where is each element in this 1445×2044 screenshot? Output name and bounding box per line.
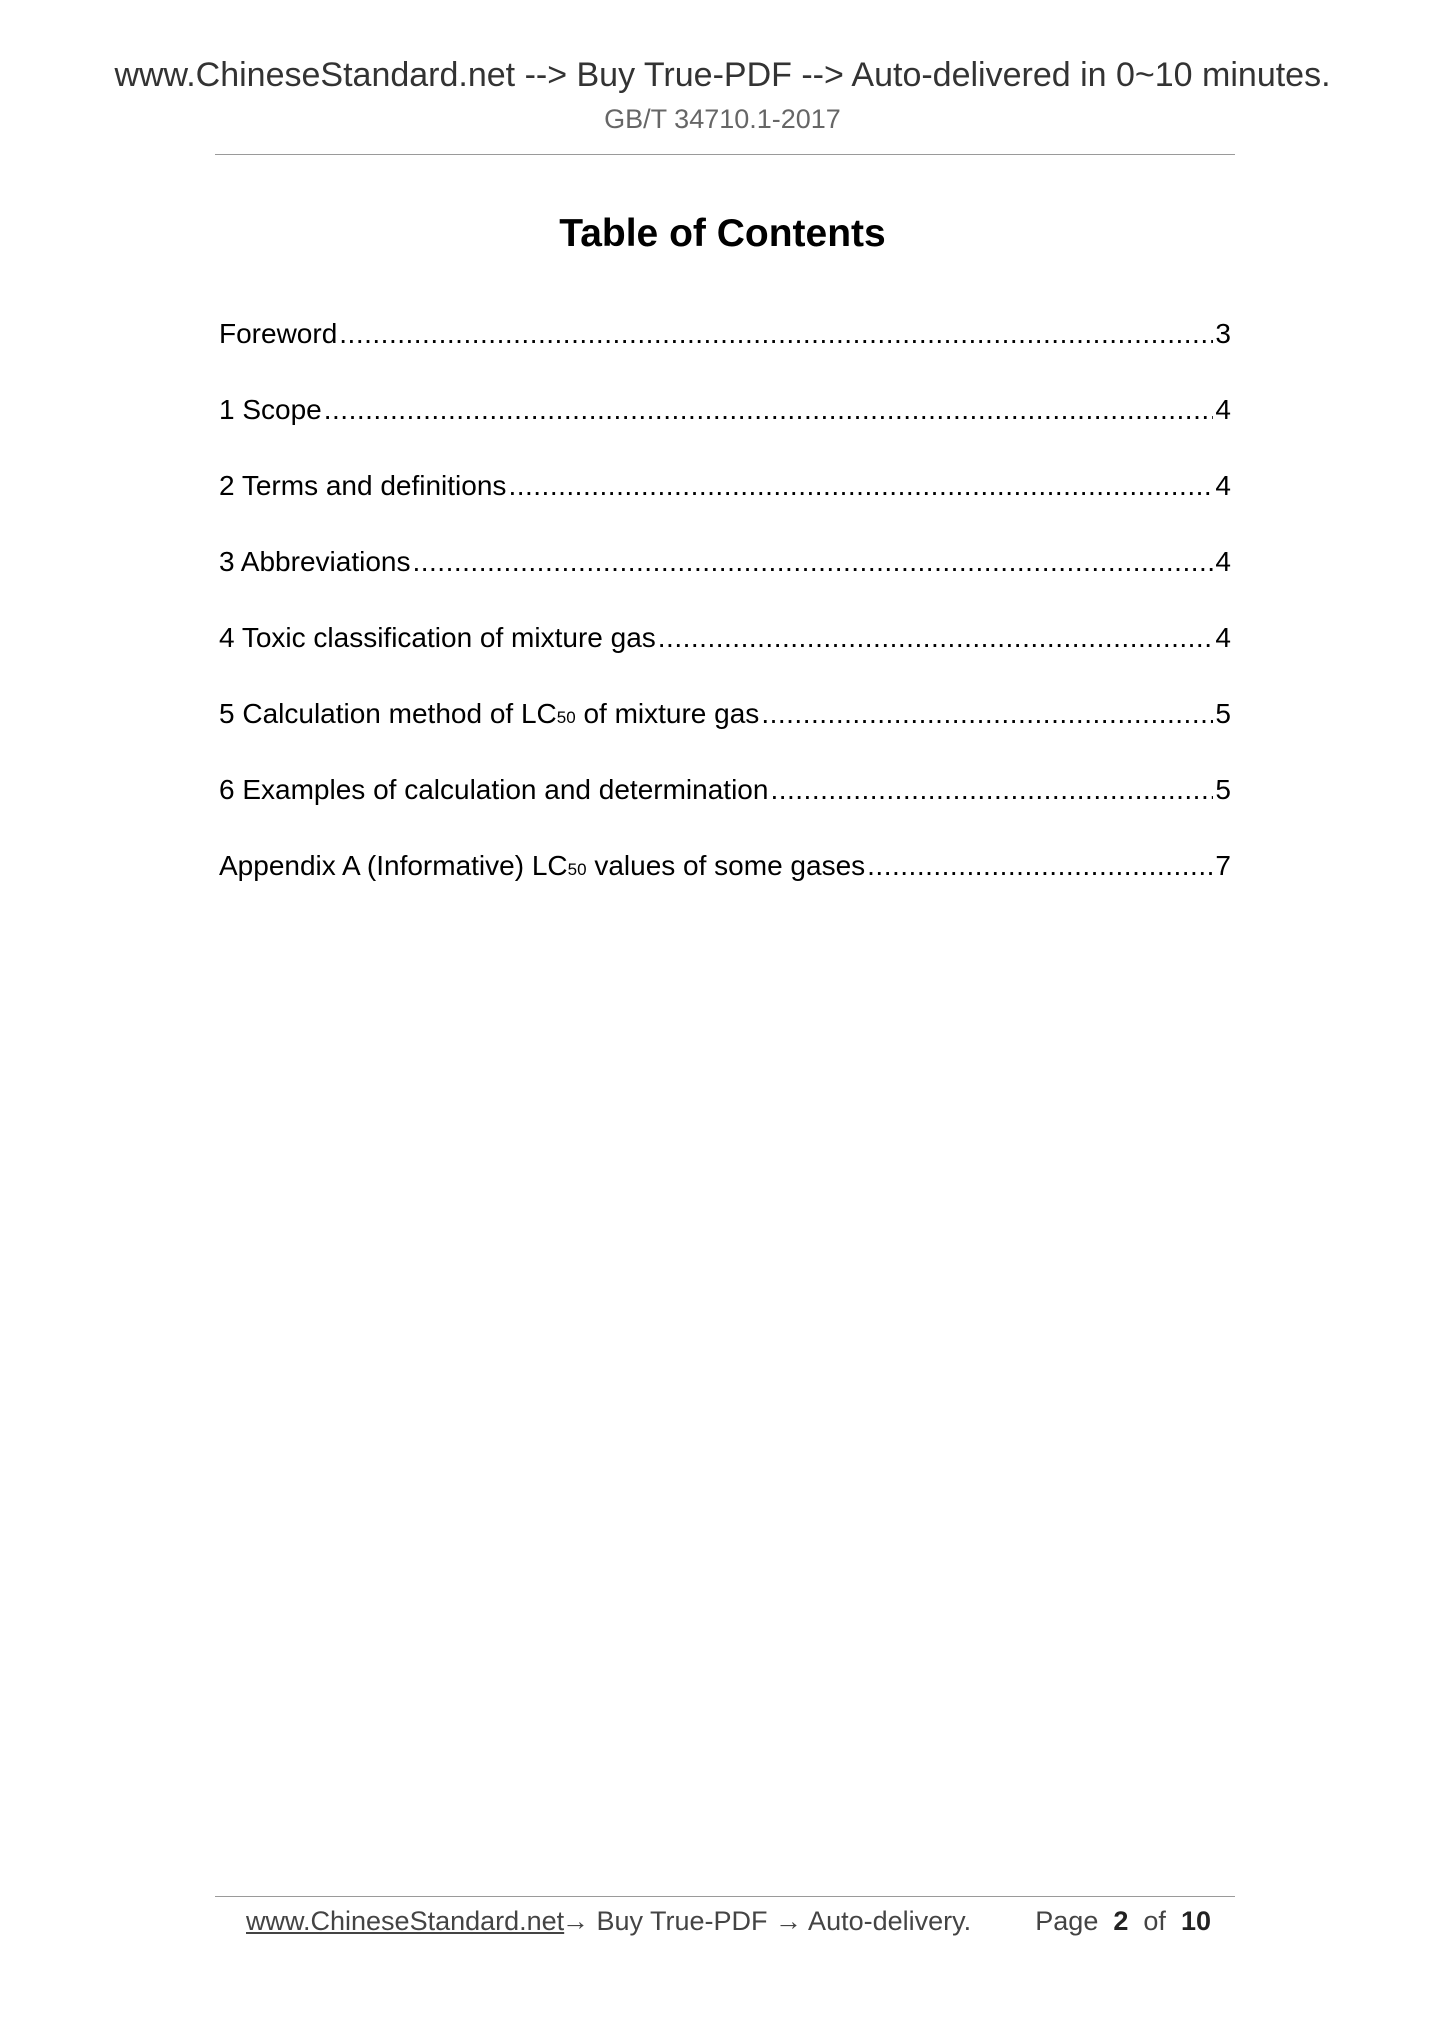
current-page-number: 2 <box>1113 1906 1129 1936</box>
toc-entry-label: 4 Toxic classification of mixture gas <box>219 622 656 653</box>
page-footer <box>215 1898 1235 1944</box>
toc-leader-dots <box>412 538 1213 586</box>
toc-entry-abbreviations[interactable] <box>219 538 1231 614</box>
toc-page-number: 5 <box>1215 698 1231 729</box>
footer-rule <box>215 1896 1235 1897</box>
toc-entry-label: Foreword <box>219 318 338 349</box>
toc-entry-calculation-method[interactable] <box>219 690 1231 766</box>
toc-leader-dots <box>658 614 1214 662</box>
toc-entry-terms[interactable] <box>219 462 1231 538</box>
toc-entry-scope[interactable] <box>219 386 1231 462</box>
toc-page-number: 4 <box>1215 546 1231 577</box>
toc-page-number: 4 <box>1215 394 1231 425</box>
footer-tagline: → Buy True-PDF → Auto-delivery. <box>562 1906 972 1936</box>
toc-entry-label: Appendix A (Informative) LC50 values of some gases <box>219 850 866 881</box>
toc-entry-examples[interactable] <box>219 766 1231 842</box>
toc-leader-dots <box>761 690 1213 738</box>
toc-entry-label: 1 Scope <box>219 394 322 425</box>
toc-entry-foreword[interactable] <box>219 310 1231 386</box>
toc-entry-label: 5 Calculation method of LC50 of mixture gas <box>219 698 760 729</box>
standard-code: GB/T 34710.1-2017 <box>604 104 841 134</box>
toc-leader-dots <box>867 842 1213 890</box>
header-rule <box>215 154 1235 155</box>
toc-leader-dots <box>324 386 1214 434</box>
toc-entry-toxic-classification[interactable] <box>219 614 1231 690</box>
toc-entry-appendix-a[interactable] <box>219 842 1231 918</box>
toc-page-number: 4 <box>1215 622 1231 653</box>
page-indicator: Page 2 of 10 <box>1035 1906 1211 1936</box>
table-of-contents <box>219 310 1231 918</box>
toc-page-number: 3 <box>1215 318 1231 349</box>
toc-leader-dots <box>339 310 1213 358</box>
toc-page-number: 5 <box>1215 774 1231 805</box>
footer-site-link[interactable]: www.ChineseStandard.net <box>246 1906 565 1936</box>
page-title: Table of Contents <box>559 212 886 255</box>
toc-entry-label: 6 Examples of calculation and determination <box>219 774 769 805</box>
toc-entry-label: 3 Abbreviations <box>219 546 411 577</box>
toc-leader-dots <box>770 766 1213 814</box>
toc-page-number: 4 <box>1215 470 1231 501</box>
toc-page-number: 7 <box>1215 850 1231 881</box>
header-banner: www.ChineseStandard.net --> Buy True-PDF --> Auto-delivered in 0~10 minutes. <box>114 56 1331 94</box>
toc-leader-dots <box>508 462 1213 510</box>
toc-entry-label: 2 Terms and definitions <box>219 470 507 501</box>
total-page-count: 10 <box>1180 1906 1211 1936</box>
